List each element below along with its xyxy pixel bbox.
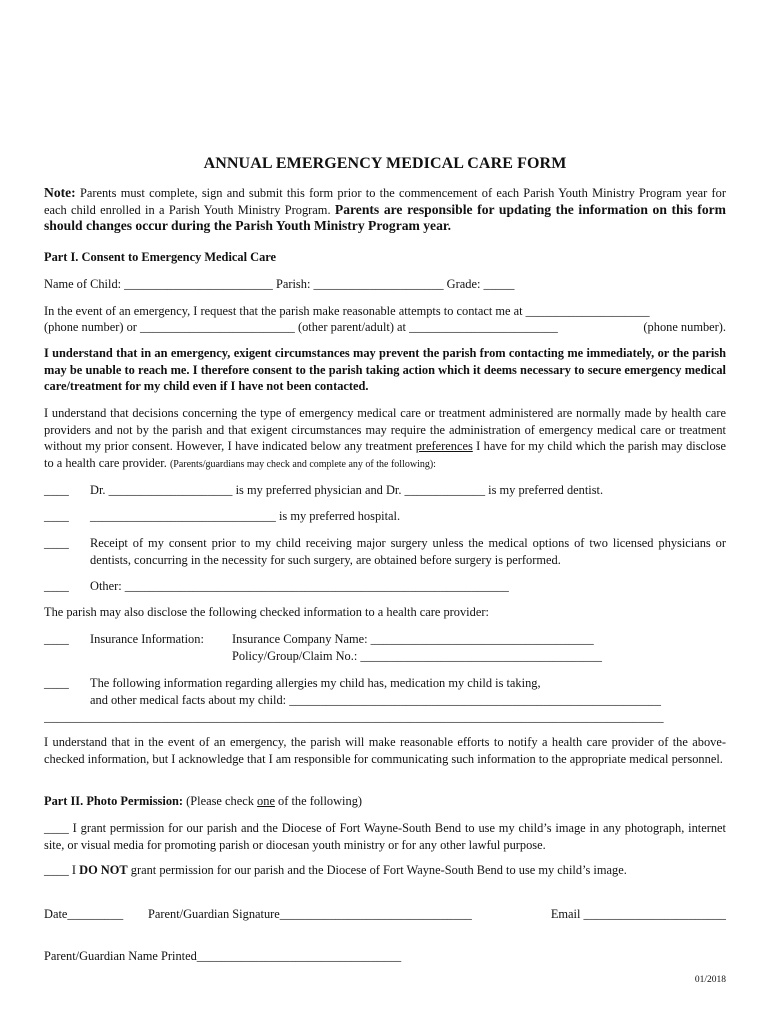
policy-number-field[interactable]: Policy/Group/Claim No.: _______________________________________: [232, 649, 602, 663]
part2-heading-line: [44, 793, 726, 810]
contact-line-2-text: (phone number) or _________________________ (other parent/adult) at ________________________: [44, 320, 558, 334]
photo-deny-text: grant permission for our parish and the Diocese of Fort Wayne-South Bend to use my child’s image.: [130, 863, 627, 877]
option-surgery-consent[interactable]: [44, 535, 726, 569]
form-title: ANNUAL EMERGENCY MEDICAL CARE FORM: [203, 155, 567, 172]
date-field[interactable]: Date_________: [44, 907, 124, 921]
decisions-paragraph: [44, 405, 726, 473]
photo-grant-option[interactable]: ____ I grant permission for our parish and the Diocese of Fort Wayne-South Bend to use my child’s image in any photograph, internet site, or visual media for promoting parish or diocesan youth ministry or for any other lawful purpose.: [44, 821, 726, 852]
signature-field[interactable]: Parent/Guardian Signature_______________________________: [148, 907, 472, 921]
part1-heading: Part I. Consent to Emergency Medical Care: [44, 250, 277, 264]
disclose-intro: The parish may also disclose the following checked information to a health care provider:: [44, 605, 489, 619]
consent-statement: I understand that in an emergency, exigent circumstances may prevent the parish from contacting me immediately, or the parish may be unable to reach me. I therefore consent to the parish taking action which it deems necessary to secure emergency medical care/treatment for my child even if I have not been contacted.: [44, 346, 726, 393]
part2-heading-note-b: of the following): [278, 794, 363, 808]
insurance-label: Insurance Information:: [90, 632, 204, 646]
photo-deny-option[interactable]: [44, 862, 726, 879]
printed-name-field[interactable]: Parent/Guardian Name Printed_________________________________: [44, 949, 402, 963]
decisions-preferences: preferences: [415, 439, 473, 453]
note-label: Note:: [44, 185, 76, 200]
checkbox-line[interactable]: ____: [44, 536, 69, 550]
email-field[interactable]: Email _______________________: [550, 907, 726, 921]
option-text: Receipt of my consent prior to my child receiving major surgery unless the medical options of two licensed physicians or dentists, concurring in the necessity for such surgery, are obtained before surgery is performed.: [90, 536, 726, 567]
checkbox-line[interactable]: ____: [44, 632, 69, 646]
allergies-line-3[interactable]: ____________________________________________________________________________________________________: [44, 710, 664, 724]
checkbox-line[interactable]: ____: [44, 509, 69, 523]
option-text: ______________________________ is my preferred hospital.: [90, 509, 401, 523]
photo-deny-check[interactable]: ____ I: [44, 863, 77, 877]
checkbox-line[interactable]: ____: [44, 579, 69, 593]
contact-line-1[interactable]: In the event of an emergency, I request that the parish make reasonable attempts to contact me at ____________________: [44, 304, 650, 318]
photo-deny-bold: DO NOT: [79, 863, 128, 877]
part2-heading-note-a: (Please check: [186, 794, 254, 808]
allergies-line-1: The following information regarding allergies my child has, medication my child is taking,: [90, 676, 541, 690]
note-text: Parents must complete, sign and submit this form prior to the commencement of each Parish Youth Ministry Program year for each child enrolled in a Parish Youth Ministry Program.: [44, 186, 726, 217]
form-revision-code: 01/2018: [694, 975, 726, 985]
note-emphasis: Parents are responsible for updating the information on this form should changes occur during the Parish Youth Ministry Program year.: [44, 201, 726, 233]
checkbox-line[interactable]: ____: [44, 676, 69, 690]
note-paragraph: [44, 185, 726, 235]
decisions-text-a: I understand that decisions concerning the type of emergency medical care or treatment administered are normally made by health care providers and not by the parish and that exigent circumstances may require the administration of emergency medical care or treatment without my prior consent. However, I have indicated below any treatment: [44, 406, 726, 453]
notify-paragraph: I understand that in the event of an emergency, the parish will make reasonable efforts to notify a health care provider of the above-checked information, but I acknowledge that I am responsible for communicating such information to the appropriate medical personnel.: [44, 735, 726, 766]
allergies-line-2[interactable]: and other medical facts about my child: ____________________________________________________________: [90, 693, 661, 707]
insurance-company-field[interactable]: Insurance Company Name: ____________________________________: [232, 632, 594, 646]
option-text: Other: ______________________________________________________________: [90, 579, 509, 593]
part2-heading: Part II. Photo Permission:: [44, 794, 184, 808]
insurance-information[interactable]: [44, 631, 726, 665]
part2-heading-note-one: one: [257, 794, 275, 808]
decisions-text-b: I have for my child which the parish may disclose to a health care provider.: [44, 439, 726, 470]
decisions-small-note: (Parents/guardians may check and complete any of the following):: [169, 458, 436, 470]
contact-line-2[interactable]: [44, 319, 726, 336]
contact-line-2-end: (phone number).: [643, 320, 726, 334]
option-text: Dr. ____________________ is my preferred physician and Dr. _____________ is my preferred dentist.: [90, 483, 604, 497]
name-of-child-line[interactable]: Name of Child: ________________________ Parish: _____________________ Grade: _____: [44, 277, 515, 291]
checkbox-line[interactable]: ____: [44, 483, 69, 497]
